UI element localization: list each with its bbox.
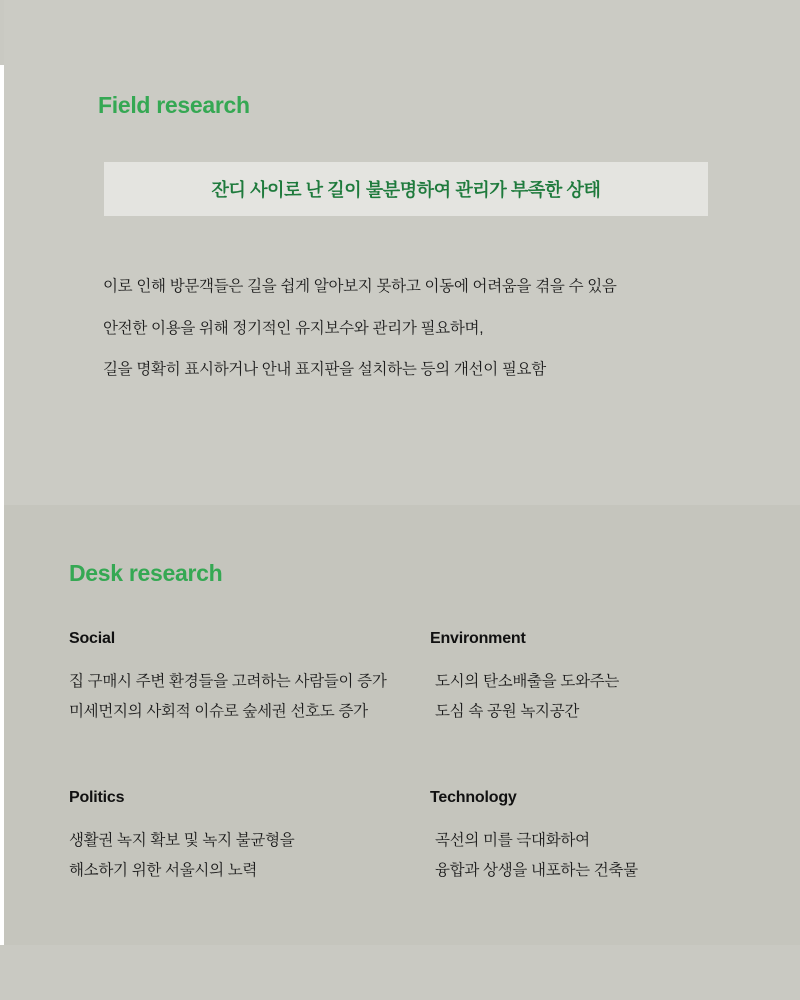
desk-research-line: 해소하기 위한 서울시의 노력 xyxy=(69,862,258,880)
desk-research-line: 융합과 상생을 내포하는 건축물 xyxy=(435,862,638,880)
desk-research-heading: Politics xyxy=(69,788,125,806)
field-research-body xyxy=(103,278,743,403)
desk-research-row xyxy=(0,789,800,892)
bottom-strip xyxy=(0,945,800,1000)
desk-research-line: 생활권 녹지 확보 및 녹지 불균형을 xyxy=(69,831,295,849)
desk-research-heading: Social xyxy=(69,630,115,647)
desk-research-line: 도심 속 공원 녹지공간 xyxy=(435,703,580,721)
field-research-highlight-text: 잔디 사이로 난 길이 불분명하여 관리가 부족한 상태 xyxy=(211,180,601,200)
field-research-line: 이로 인해 방문객들은 길을 쉽게 알아보지 못하고 이동에 어려움을 겪을 수 있음 xyxy=(103,278,617,295)
desk-research-heading: Environment xyxy=(430,630,526,647)
left-edge-strip-top xyxy=(0,0,4,65)
desk-research-grid xyxy=(0,630,800,892)
desk-research-cell-environment xyxy=(430,630,800,733)
field-research-line: 길을 명확히 표시하거나 안내 표지판을 설치하는 등의 개선이 필요함 xyxy=(103,361,546,379)
desk-research-heading: Technology xyxy=(430,788,517,806)
desk-research-row xyxy=(0,630,800,733)
desk-research-cell-technology xyxy=(430,789,800,892)
desk-research-title: Desk research xyxy=(69,560,223,586)
desk-research-cell-politics xyxy=(0,789,430,892)
desk-research-line: 곡선의 미를 극대화하여 xyxy=(435,831,590,849)
field-research-highlight-bar xyxy=(104,162,708,216)
left-edge-strip xyxy=(0,65,4,945)
grid-row-spacer xyxy=(0,733,800,789)
field-research-line: 안전한 이용을 위해 정기적인 유지보수와 관리가 필요하며, xyxy=(103,319,484,337)
field-research-title: Field research xyxy=(98,92,250,118)
desk-research-cell-social xyxy=(0,630,430,733)
desk-research-line: 미세먼지의 사회적 이슈로 숲세권 선호도 증가 xyxy=(69,703,368,721)
desk-research-line: 도시의 탄소배출을 도와주는 xyxy=(435,673,620,690)
desk-research-line: 집 구매시 주변 환경들을 고려하는 사람들이 증가 xyxy=(69,673,387,690)
